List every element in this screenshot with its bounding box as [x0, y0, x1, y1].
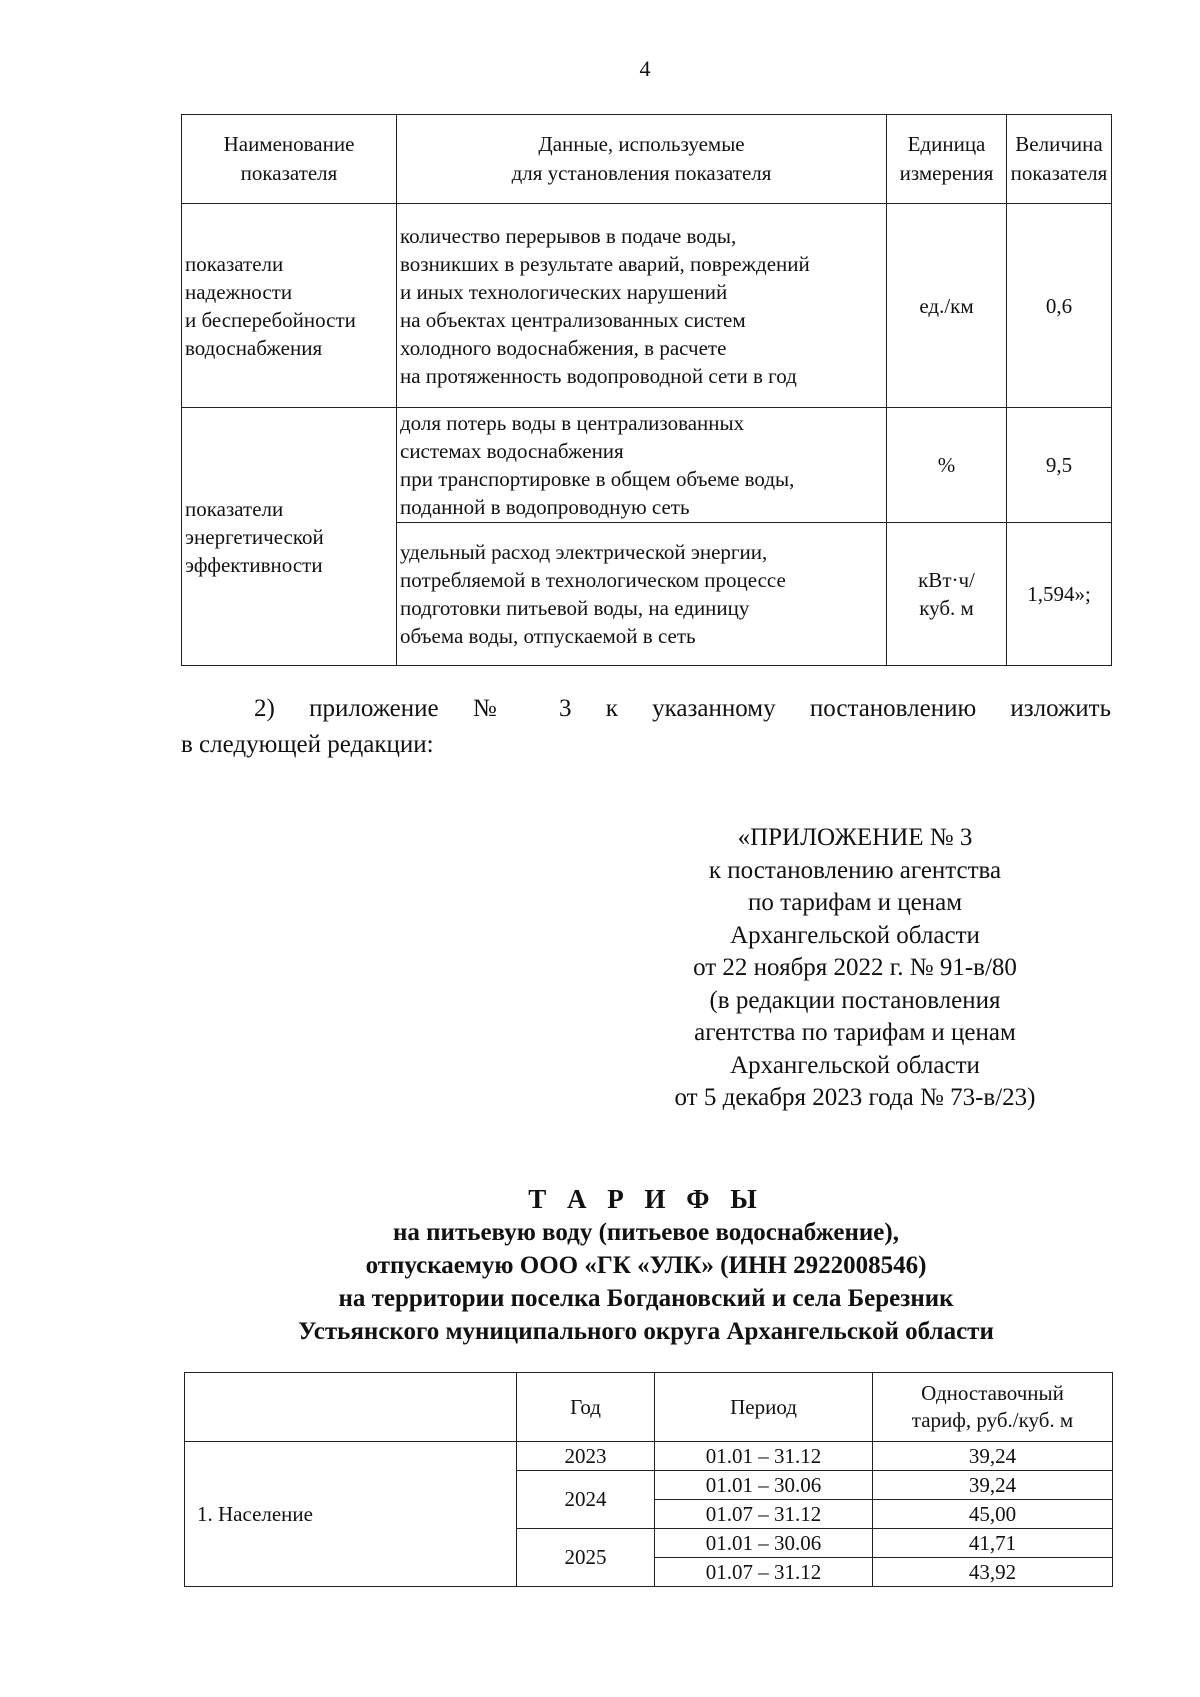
- tariff-cell: 41,71: [873, 1529, 1113, 1558]
- unit-cell: [887, 523, 1007, 666]
- unit-cell: [887, 204, 1007, 408]
- value-cell: 1,594»;: [1007, 523, 1112, 666]
- tariff-cell: 45,00: [873, 1500, 1113, 1529]
- cell-line: надежности: [185, 279, 293, 304]
- annex-line: Архангельской области: [730, 921, 980, 949]
- cell-line: эффективности: [185, 552, 323, 577]
- header-line: Данные, используемые: [538, 132, 745, 156]
- year-cell: 2024: [517, 1471, 655, 1529]
- cell-line: энергетической: [185, 524, 324, 549]
- value-cell: 0,6: [1007, 204, 1112, 408]
- paragraph-line: в следующей редакции:: [181, 731, 434, 758]
- header-line: Одноставочный: [921, 1381, 1064, 1405]
- cell-line: водоснабжения: [185, 335, 323, 360]
- table-row: [182, 408, 1112, 523]
- header-category: [185, 1373, 517, 1442]
- annex-line: (в редакции постановления: [709, 986, 1001, 1014]
- cell-line: поданной в водопроводную сеть: [400, 495, 690, 519]
- cell-line: кВт·ч/: [918, 568, 975, 592]
- tariff-cell: 43,92: [873, 1558, 1113, 1587]
- header-line: Величина: [1015, 132, 1103, 156]
- indicator-table: [181, 114, 1112, 666]
- unit-cell: [887, 408, 1007, 523]
- cell-line: показатели: [185, 251, 284, 276]
- cell-line: количество перерывов в подаче воды,: [400, 223, 737, 248]
- indicator-table-header: [182, 115, 1112, 204]
- cell-line: доля потерь воды в централизованных: [400, 411, 745, 435]
- table-row: [185, 1442, 1113, 1471]
- indicator-name-cell: [182, 408, 397, 666]
- header-indicator-name: [182, 115, 397, 204]
- annex-line: по тарифам и ценам: [747, 889, 963, 916]
- table-row: [182, 204, 1112, 408]
- header-line: показателя: [240, 161, 338, 185]
- amendment-paragraph: [181, 691, 1111, 763]
- cell-line: на протяженность водопроводной сети в год: [400, 363, 797, 388]
- period-cell: 01.01 – 31.12: [655, 1442, 873, 1471]
- header-year: Год: [517, 1373, 655, 1442]
- tariff-cell: 39,24: [873, 1471, 1113, 1500]
- tariff-table-header: [185, 1373, 1113, 1442]
- annex-line: к постановлению агентства: [708, 856, 1002, 884]
- cell-line: на объектах централизованных систем: [400, 307, 746, 332]
- period-cell: 01.01 – 30.06: [655, 1471, 873, 1500]
- indicator-data-cell: [397, 408, 887, 523]
- tariffs-subtitle-line: отпускаемую ООО «ГК «УЛК» (ИНН 2922008546): [365, 1252, 927, 1279]
- annex-line: от 5 декабря 2023 года № 73-в/23): [674, 1084, 1036, 1111]
- indicator-data-cell: [397, 204, 887, 408]
- tariffs-heading: Т А Р И Ф Ы: [528, 1184, 764, 1214]
- cell-line: системах водоснабжения: [400, 439, 624, 463]
- cell-line: при транспортировке в общем объеме воды,: [400, 467, 795, 491]
- header-line: Единица: [907, 132, 986, 156]
- header-line: тариф, руб./куб. м: [911, 1408, 1074, 1432]
- year-cell: 2023: [517, 1442, 655, 1471]
- category-cell: 1. Население: [185, 1442, 517, 1587]
- tariff-table: [184, 1372, 1113, 1587]
- annex-line: «ПРИЛОЖЕНИЕ № 3: [737, 824, 973, 851]
- cell-line: %: [937, 453, 956, 477]
- period-cell: 01.07 – 31.12: [655, 1558, 873, 1587]
- period-cell: 01.01 – 30.06: [655, 1529, 873, 1558]
- header-line: измерения: [899, 161, 994, 185]
- annex-line: агентства по тарифам и ценам: [694, 1019, 1016, 1046]
- indicator-data-cell: [397, 523, 887, 666]
- cell-line: ед./км: [919, 293, 974, 318]
- tariffs-subtitle-line: на территории поселка Богдановский и села Березник: [338, 1285, 954, 1312]
- tariffs-title: [181, 1183, 1111, 1348]
- cell-line: и бесперебойности: [185, 307, 356, 332]
- cell-line: потребляемой в технологическом процессе: [400, 568, 786, 592]
- header-value: [1007, 115, 1112, 204]
- header-period: Период: [655, 1373, 873, 1442]
- cell-line: объема воды, отпускаемой в сеть: [400, 624, 696, 648]
- cell-line: и иных технологических нарушений: [400, 279, 728, 304]
- tariffs-subtitle-line: Устьянского муниципального округа Архангельской области: [298, 1318, 994, 1345]
- header-unit: [887, 115, 1007, 204]
- tariff-cell: 39,24: [873, 1442, 1113, 1471]
- page-number: 4: [639, 56, 651, 81]
- paragraph-line: 2) приложение № 3 к указанному постановлению изложить: [254, 695, 1111, 722]
- cell-line: удельный расход электрической энергии,: [400, 540, 768, 564]
- cell-line: холодного водоснабжения, в расчете: [400, 335, 727, 360]
- header-tariff: [873, 1373, 1113, 1442]
- cell-line: возникших в результате аварий, повреждений: [400, 251, 810, 276]
- tariffs-subtitle-line: на питьевую воду (питьевое водоснабжение),: [393, 1219, 899, 1246]
- indicator-name-cell: [182, 204, 397, 408]
- annex-line: от 22 ноября 2022 г. № 91-в/80: [693, 954, 1017, 981]
- value-cell: 9,5: [1007, 408, 1112, 523]
- header-line: для установления показателя: [511, 161, 772, 185]
- annex-line: Архангельской области: [730, 1051, 980, 1079]
- year-cell: 2025: [517, 1529, 655, 1587]
- header-indicator-data: [397, 115, 887, 204]
- annex-heading: [640, 822, 1070, 1115]
- header-line: показателя: [1010, 161, 1108, 185]
- header-line: Наименование: [223, 132, 355, 156]
- cell-line: подготовки питьевой воды, на единицу: [400, 596, 750, 620]
- cell-line: куб. м: [919, 596, 974, 620]
- period-cell: 01.07 – 31.12: [655, 1500, 873, 1529]
- cell-line: показатели: [185, 496, 284, 521]
